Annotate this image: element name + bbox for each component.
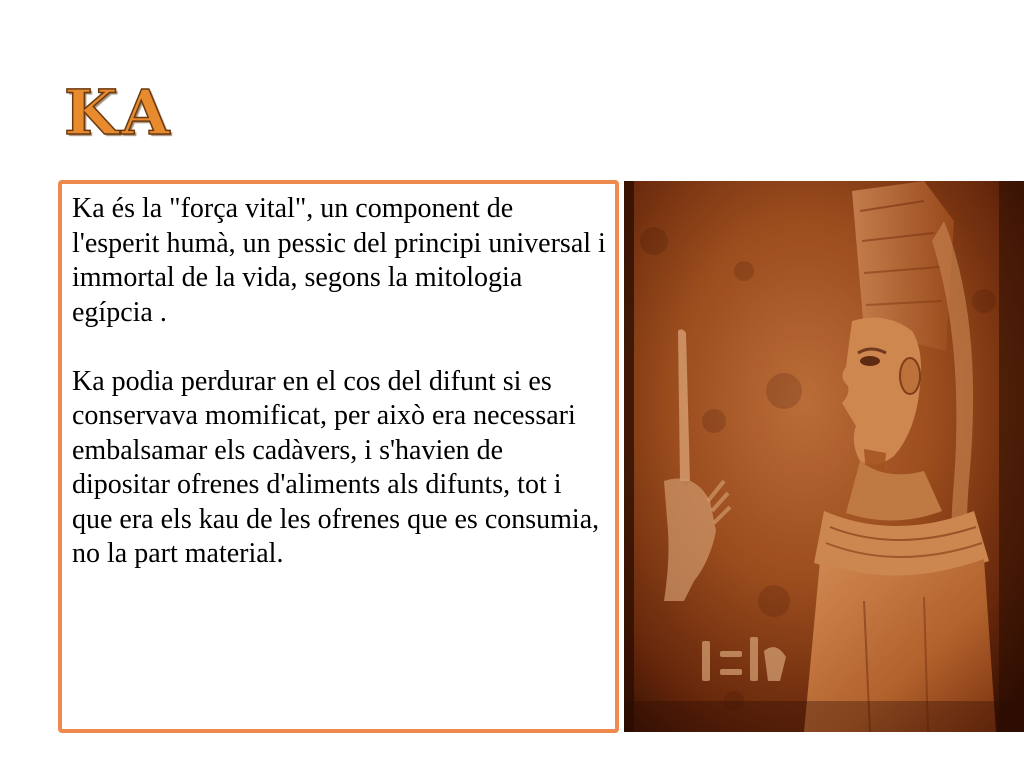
text-box bbox=[58, 180, 619, 733]
paragraph-1: Ka és la "força vital", un component de l'esperit humà, un pessic del principi universal i immortal de la vida, segons la mitologia egípcia . bbox=[72, 193, 606, 328]
paragraph-2: Ka podia perdurar en el cos del difunt si es conservava momificat, per això era necessari embalsamar els cadàvers, i s'havien de dipositar ofrenes d'aliments als difunts, tot i que era els kau de les ofrenes que es consumia, no la part material. bbox=[72, 365, 600, 569]
egyptian-relief-image bbox=[624, 181, 1024, 732]
slide-title: KA bbox=[64, 76, 176, 149]
